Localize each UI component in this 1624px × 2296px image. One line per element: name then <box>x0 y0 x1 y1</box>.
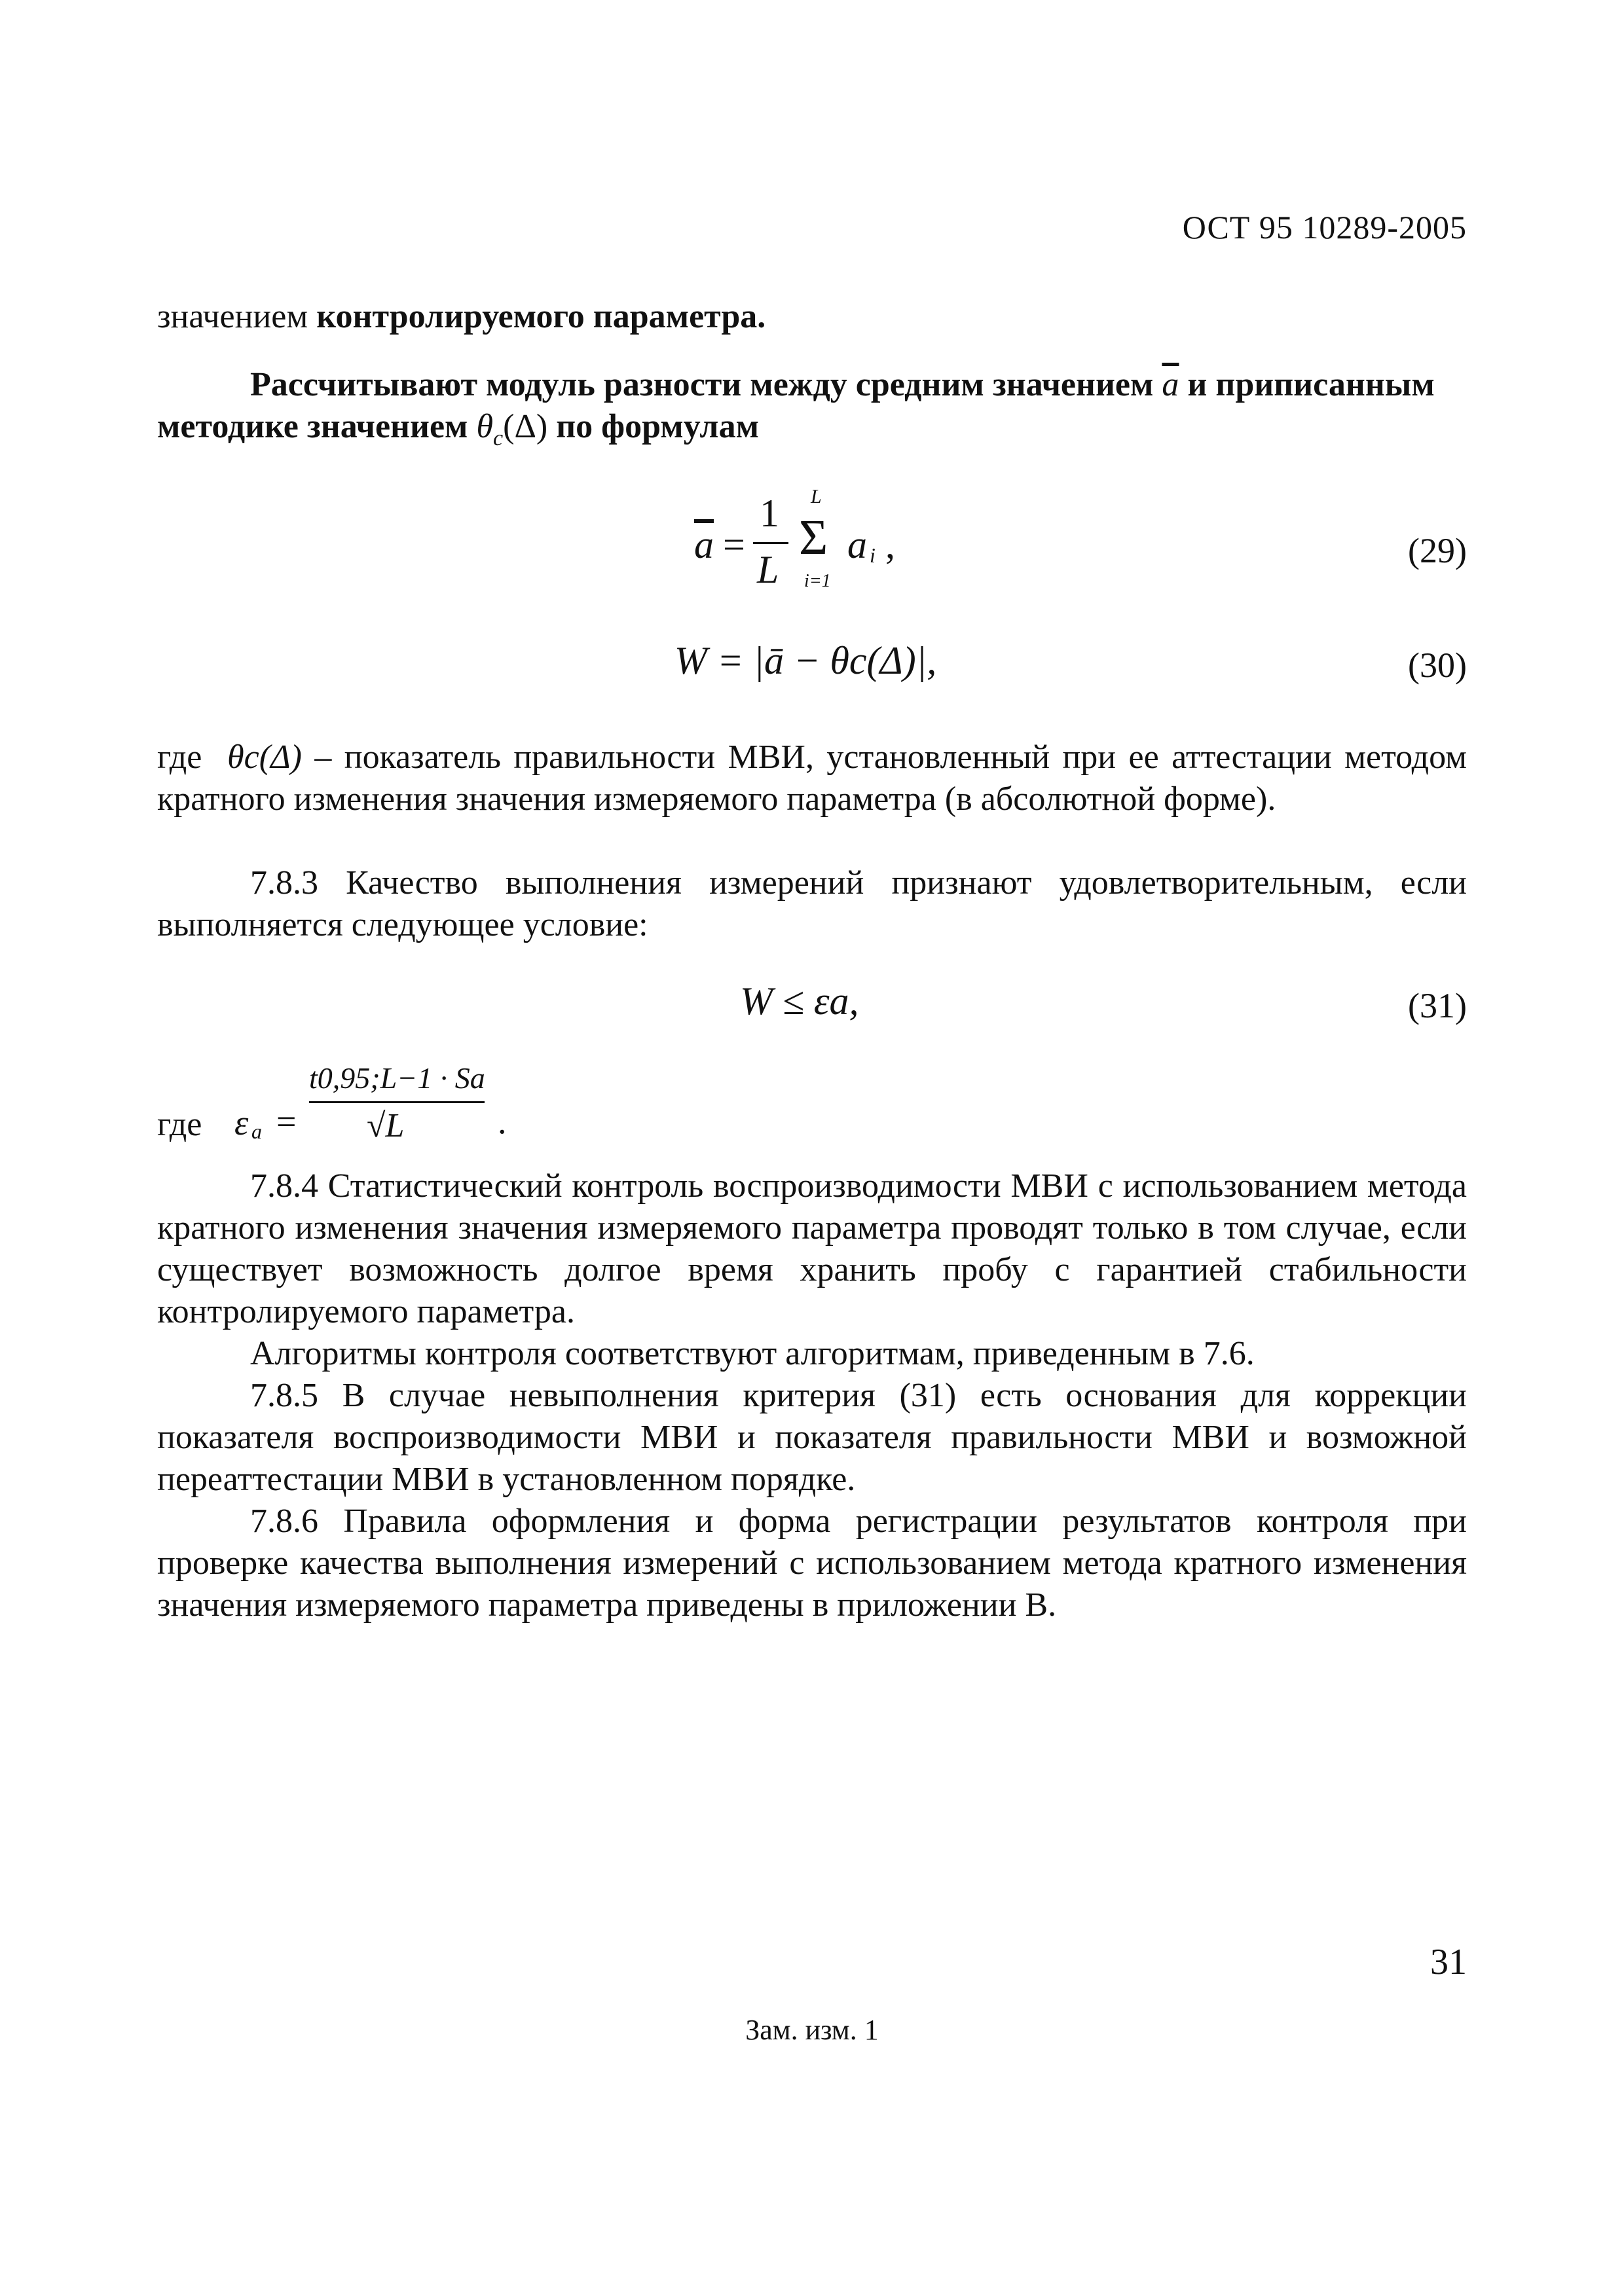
eq29-numerator: 1 <box>760 492 779 535</box>
formula-31: W ≤ εa, <box>740 979 859 1023</box>
continuation-prefix: значением <box>157 298 308 335</box>
where1-rest: – показатель правильности МВИ, установленный при ее аттестации методом кратного изменения значения измеряемого параметра (в абсолютной форме). <box>157 738 1467 818</box>
calc-line2-text: методике значением <box>157 408 468 445</box>
formula-30: W = |ā − θc(Δ)|, <box>674 639 937 682</box>
page-number: 31 <box>1430 1942 1467 1982</box>
eq29-sum-upper: L <box>811 486 822 507</box>
calc-line2-tail: по формулам <box>556 408 759 445</box>
eq29-denominator: L <box>757 548 779 591</box>
paragraph-7-8-6: 7.8.6 Правила оформления и форма регистрации результатов контроля при проверке качества выполнения измерений с использованием метода кратного изменения значения измеряемого параметра приведены в приложении В. <box>157 1503 1467 1624</box>
eq31-number: (31) <box>1408 986 1467 1025</box>
where2-denominator: √L <box>367 1107 405 1144</box>
where2-dot: . <box>498 1102 507 1141</box>
eq29-sum-lower: i=1 <box>804 571 831 591</box>
formula-29 <box>694 486 943 596</box>
where2-eps-sub: a <box>251 1120 262 1143</box>
continuation-bold: контролируемого параметра. <box>316 298 766 335</box>
eq30-number: (30) <box>1408 646 1467 685</box>
eq29-number: (29) <box>1408 531 1467 570</box>
where2-numerator: t0,95;L−1 · Sa <box>309 1061 485 1095</box>
eq29-term-sub: i <box>870 543 876 567</box>
calc-line1-tail: и приписанным <box>1187 366 1435 403</box>
where1-theta: θc(Δ) <box>227 738 302 776</box>
eq29-sum-sign: Σ <box>799 510 828 565</box>
eq29-fraction-bar <box>753 542 788 544</box>
paragraph-calc-line2 <box>157 406 1467 460</box>
where2-equals: = <box>276 1102 297 1141</box>
paragraph-algorithms: Алгоритмы контроля соответствуют алгоритмам, приведенным в 7.6. <box>250 1335 1255 1372</box>
paragraph-where-eps <box>157 1061 616 1159</box>
where2-eps: ε <box>234 1103 249 1142</box>
eq29-equals: = <box>723 523 745 566</box>
eq29-comma: , <box>885 523 895 566</box>
footer-amendment: Зам. изм. 1 <box>745 2014 879 2046</box>
eq29-lhs: $\overline{a}$ <box>694 523 714 566</box>
paragraph-calc-line1 <box>157 364 1467 406</box>
mean-a-symbol: $\overline{a}$ <box>1162 366 1179 403</box>
document-code: ОСТ 95 10289-2005 <box>1182 209 1467 246</box>
where1-lead: где <box>157 738 202 776</box>
paragraph-where-theta <box>157 737 1467 820</box>
paragraph-7-8-4: 7.8.4 Статистический контроль воспроизводимости МВИ с использованием метода кратного изменения значения измеряемого параметра проводят только в том случае, если существует возможность долгое время хранить пробу с гарантией стабильности контролируемого параметра. <box>157 1167 1467 1330</box>
paragraph-7-8-5: 7.8.5 В случае невыполнения критерия (31) есть основания для коррекции показателя воспроизводимости МВИ и показателя правильности МВИ и возможной переаттестации МВИ в установленном порядке. <box>157 1377 1467 1498</box>
paragraph-continuation <box>157 296 1467 338</box>
eq29-term: a <box>847 523 867 566</box>
where2-fraction-bar <box>309 1101 485 1103</box>
calc-line1-text: Рассчитывают модуль разности между средним значением <box>250 366 1154 403</box>
where2-lead: где <box>157 1106 202 1143</box>
theta-symbol: $\theta_c(\Delta)$ <box>476 408 548 450</box>
paragraph-7-8-3: 7.8.3 Качество выполнения измерений признают удовлетворительным, если выполняется следующее условие: <box>157 864 1467 943</box>
